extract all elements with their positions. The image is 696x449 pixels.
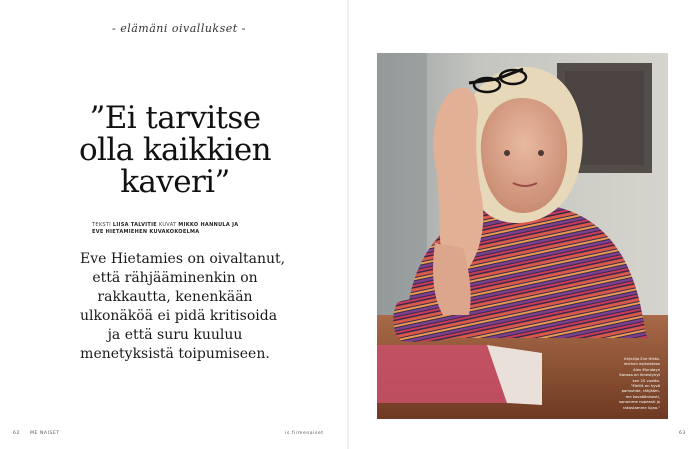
caption-line-9: sanomme nopeasti ja bbox=[619, 399, 660, 405]
headline-line-1: ”Ei tarvitse bbox=[89, 100, 261, 136]
photo-author-2: EVE HIETAMIEHEN KUVAKOKOELMA bbox=[92, 229, 200, 235]
caption-line-8: me kovaäänisesti, bbox=[625, 393, 660, 399]
caption-line-4: Kanssa on ilmestynyt bbox=[619, 372, 660, 378]
lead-line-3: rakkautta, kenenkään bbox=[97, 289, 253, 305]
caption-line-10: rakastamme lujaa." bbox=[622, 404, 660, 410]
article-headline bbox=[60, 102, 290, 198]
caption-line-3: Alex Mundayn bbox=[633, 366, 660, 372]
text-label: TEKSTI bbox=[92, 222, 111, 228]
lead-line-2: että rähjääminenkin on bbox=[92, 270, 258, 286]
lead-line-5: ja että suru kuuluu bbox=[107, 327, 243, 343]
caption-line-6: "Meillä on hyvä bbox=[630, 383, 660, 389]
caption-line-1: Kirjailija Eve Hieta- bbox=[624, 356, 660, 361]
photo-author: MIKKO HANNULA JA bbox=[178, 222, 239, 228]
photo-label: KUVAT bbox=[158, 222, 177, 228]
page-number-left: 62 bbox=[13, 431, 20, 436]
lead-line-6: menetyksistä toipumiseen. bbox=[80, 346, 270, 362]
lead-line-4: ulkonäköä ei pidä kritisoida bbox=[80, 308, 278, 324]
website-url: is.fi/menaiset bbox=[285, 431, 324, 436]
caption-line-2: miehen esikoisteos bbox=[623, 361, 660, 367]
headline-line-2: olla kaikkien bbox=[78, 132, 271, 168]
caption-line-7: parisuhde, rähjääm- bbox=[621, 388, 660, 394]
headline-line-3: kaveri” bbox=[120, 164, 230, 200]
magazine-name: ME NAISET bbox=[30, 431, 60, 436]
spine-gutter bbox=[347, 0, 349, 449]
lead-line-1: Eve Hietamies on oivaltanut, bbox=[80, 251, 286, 267]
section-kicker: - elämäni oivallukset - bbox=[112, 22, 246, 35]
photo-caption bbox=[604, 356, 660, 410]
page-number-right: 63 bbox=[679, 431, 686, 436]
byline-credits bbox=[92, 222, 258, 236]
lead-paragraph bbox=[80, 250, 286, 364]
text-author: LIISA TALVITIE bbox=[112, 222, 158, 228]
caption-line-5: sen 20 vuotta. bbox=[632, 377, 660, 383]
